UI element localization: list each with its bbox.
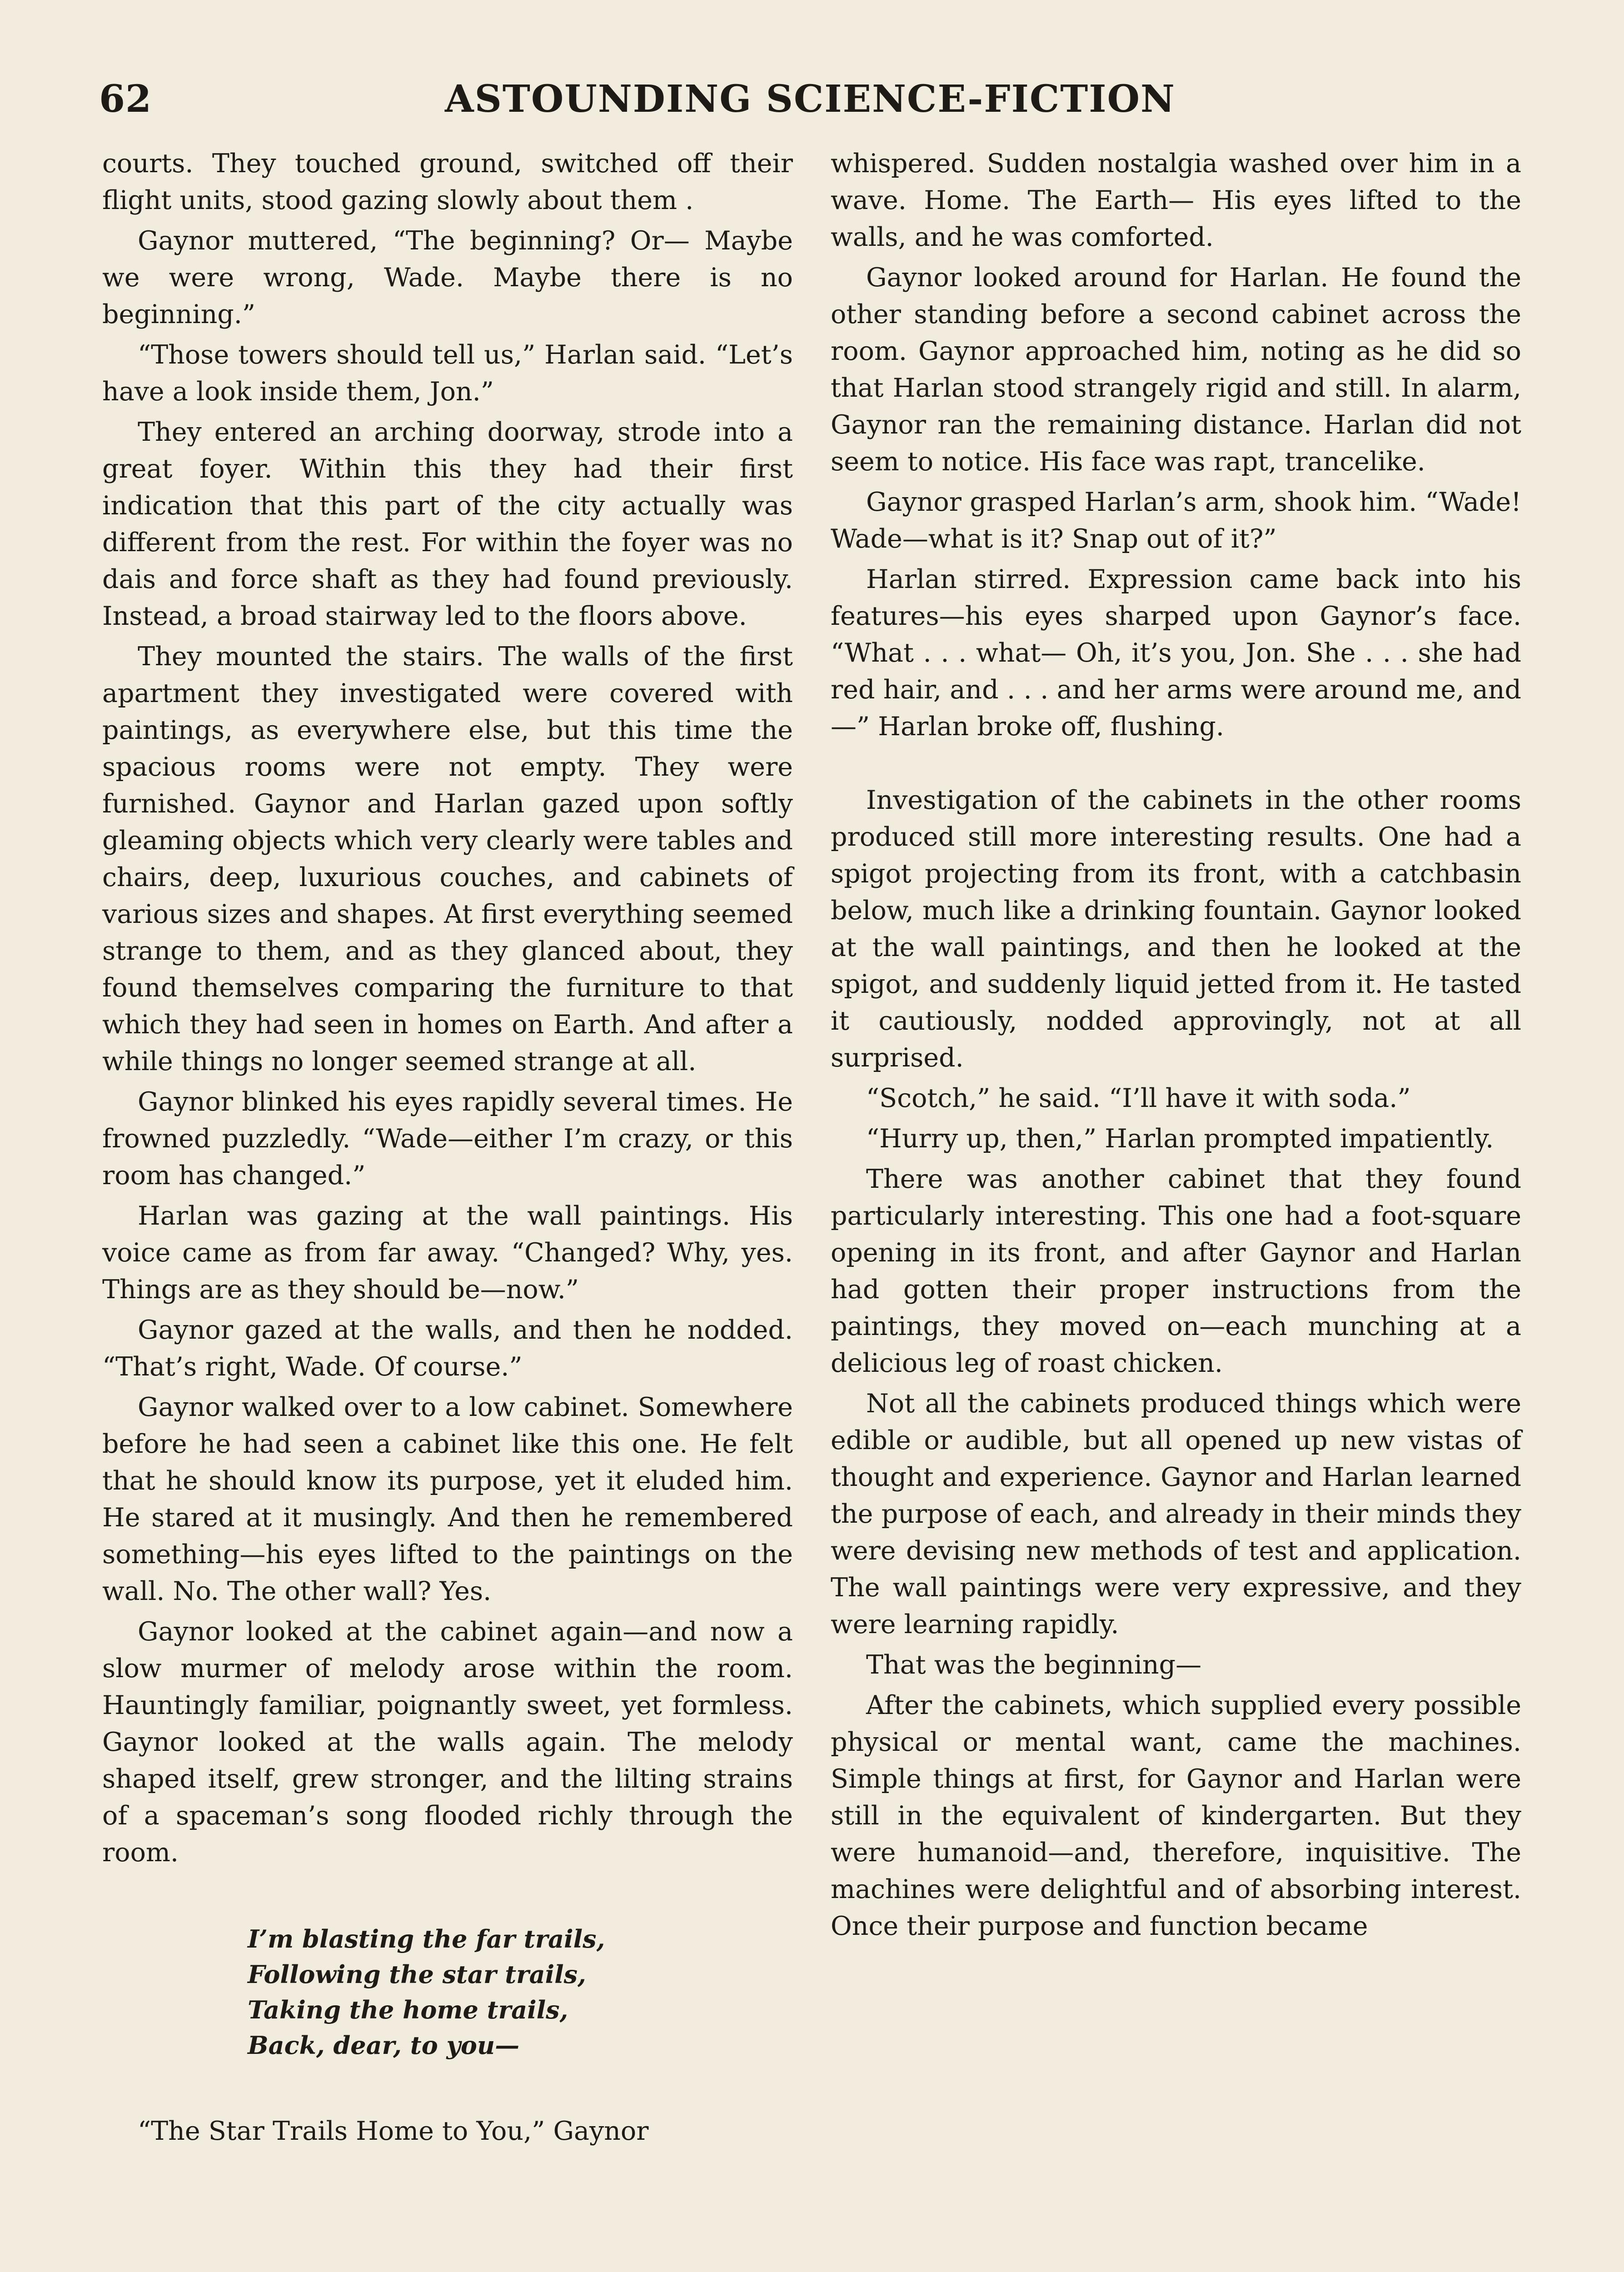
- paragraph: whispered. Sudden nostalgia washed over him in a wave. Home. The Earth— His eyes lifted to the walls, and he was comforted.: [831, 149, 1521, 252]
- paragraph: Gaynor looked at the cabinet again—and now a slow murmer of melody arose within the room. Hauntingly familiar, poignantly sweet, yet formless. Gaynor looked at the walls again. The melody shaped itself, grew stronger, and the lilting strains of a spaceman’s song flooded richly through the room.: [102, 1617, 793, 1868]
- paragraph: Harlan stirred. Expression came back into his features—his eyes sharped upon Gaynor’s face. “What . . . what— Oh, it’s you, Jon. She . . . she had red hair, and . . . and her arms were around me, and—” Harlan broke off, flushing.: [831, 564, 1521, 742]
- page-header: [99, 77, 1521, 132]
- verse-line: Back, dear, to you—: [248, 2031, 520, 2060]
- page-number: 62: [99, 77, 152, 121]
- verse-line: Following the star trails,: [248, 1960, 586, 1989]
- paragraph: They mounted the stairs. The walls of the first apartment they investigated were covered with paintings, as everywhere else, but this time the spacious rooms were not empty. They were furnished. Gaynor and Harlan gazed upon softly gleaming objects which very clearly were tables and chairs, deep, luxurious couches, and cabinets of various sizes and shapes. At first everything seemed strange to them, and as they glanced about, they found themselves comparing the furniture to that which they had seen in homes on Earth. And after a while things no longer seemed strange at all.: [102, 642, 793, 1076]
- paragraph: Gaynor blinked his eyes rapidly several times. He frowned puzzledly. “Wade—either I’m crazy, or this room has changed.”: [102, 1087, 793, 1191]
- paragraph: They entered an arching doorway, strode into a great foyer. Within this they had their first indication that this part of the city actually was different from the rest. For within the foyer was no dais and force shaft as they had found previously. Instead, a broad stairway led to the floors above.: [102, 417, 793, 631]
- verse-line: I’m blasting the far trails,: [248, 1924, 605, 1953]
- left-column: [102, 145, 793, 2153]
- paragraph: Gaynor gazed at the walls, and then he nodded. “That’s right, Wade. Of course.”: [102, 1315, 793, 1382]
- song-verse: [248, 1921, 793, 2063]
- paragraph: Gaynor walked over to a low cabinet. Somewhere before he had seen a cabinet like this one. He felt that he should know its purpose, yet it eluded him. He stared at it musingly. And then he remembered something—his eyes lifted to the paintings on the wall. No. The other wall? Yes.: [102, 1392, 793, 1606]
- paragraph: Not all the cabinets produced things which were edible or audible, but all opened up new vistas of thought and experience. Gaynor and Harlan learned the purpose of each, and already in their minds they were devising new methods of test and application. The wall paintings were very expressive, and they were learning rapidly.: [831, 1389, 1521, 1639]
- paragraph: Harlan was gazing at the wall paintings. His voice came as from far away. “Changed? Why, yes. Things are as they should be—now.”: [102, 1201, 793, 1305]
- paragraph: “Hurry up, then,” Harlan prompted impatiently.: [866, 1124, 1494, 1154]
- paragraph: Gaynor looked around for Harlan. He found the other standing before a second cabinet across the room. Gaynor approached him, noting as he did so that Harlan stood strangely rigid and still. In alarm, Gaynor ran the remaining distance. Harlan did not seem to notice. His face was rapt, trancelike.: [831, 263, 1521, 477]
- paragraph: There was another cabinet that they found particularly interesting. This one had a foot-square opening in its front, and after Gaynor and Harlan had gotten their proper instructions from the paintings, they moved on—each munching at a delicious leg of roast chicken.: [831, 1164, 1521, 1378]
- magazine-title: ASTOUNDING SCIENCE-FICTION: [445, 77, 1176, 121]
- paragraph: Investigation of the cabinets in the other rooms produced still more interesting results. One had a spigot projecting from its front, with a catchbasin below, much like a drinking fountain. Gaynor looked at the wall paintings, and then he looked at the spigot, and suddenly liquid jetted from it. He tasted it cautiously, nodded approvingly, not at all surprised.: [831, 785, 1521, 1073]
- paragraph: “The Star Trails Home to You,” Gaynor: [138, 2116, 649, 2146]
- paragraph: courts. They touched ground, switched off their flight units, stood gazing slowly about them .: [102, 149, 793, 215]
- paragraph: Gaynor muttered, “The beginning? Or— Maybe we were wrong, Wade. Maybe there is no beginning.”: [102, 226, 793, 329]
- verse-line: Taking the home trails,: [248, 1995, 568, 2024]
- right-column: [831, 145, 1521, 1948]
- paragraph: “Scotch,” he said. “I’ll have it with soda.”: [866, 1083, 1411, 1113]
- paragraph: Gaynor grasped Harlan’s arm, shook him. “Wade! Wade—what is it? Snap out of it?”: [831, 487, 1521, 554]
- paragraph: “Those towers should tell us,” Harlan said. “Let’s have a look inside them, Jon.”: [102, 340, 793, 407]
- paragraph: After the cabinets, which supplied every possible physical or mental want, came the machines. Simple things at first, for Gaynor and Harlan were still in the equivalent of kindergarten. But they were humanoid—and, therefore, inquisitive. The machines were delightful and of absorbing interest. Once their purpose and function became: [831, 1690, 1521, 1941]
- paragraph: That was the beginning—: [866, 1650, 1202, 1680]
